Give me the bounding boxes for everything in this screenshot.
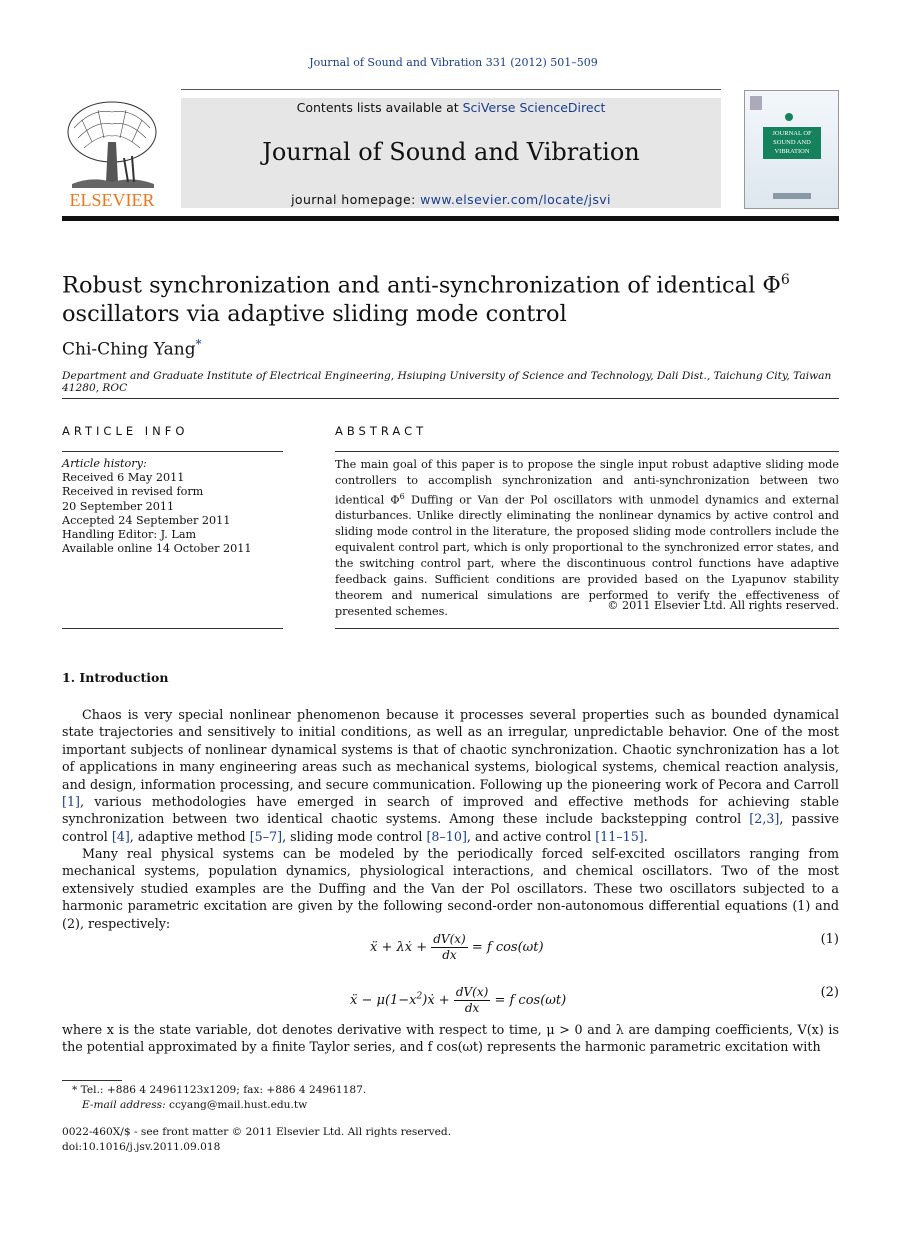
homepage-line xyxy=(181,192,721,207)
cover-title-block xyxy=(763,127,821,159)
elsevier-logo[interactable] xyxy=(62,98,162,210)
divider xyxy=(62,628,283,629)
fraction-denominator: dx xyxy=(464,1001,480,1015)
cover-title-line: VIBRATION xyxy=(774,148,810,155)
equation-number: (2) xyxy=(820,985,839,1000)
cover-emblem-icon xyxy=(785,113,793,121)
paragraph-text: . xyxy=(643,828,648,844)
title-line-2: oscillators via adaptive sliding mode control xyxy=(62,300,567,327)
cover-title-line: JOURNAL OF xyxy=(772,130,812,137)
equation-lhs: ẍ − μ(1−x xyxy=(350,993,417,1008)
divider xyxy=(335,451,839,452)
paragraph-text: , and active control xyxy=(466,828,596,844)
history-item: Received 6 May 2011 xyxy=(62,471,185,485)
divider xyxy=(62,398,839,399)
email-label: E-mail address: xyxy=(82,1099,166,1111)
equation-superscript: 2 xyxy=(416,991,423,1002)
paragraph-text: Chaos is very special nonlinear phenomenon because it processes several properties such as bounded dynamical state trajectories and sensitively to initial conditions, as well as an irregular, unpredictable behavior. One of the most important subjects of nonlinear dynamical systems is that of chaotic synchronization. Chaotic synchronization has a lot of applications in many engineering areas such as mechanical systems, biological systems, chemical reaction analysis, and design, information processing, and secure communication. Following up the pioneering work of Pecora and Carroll xyxy=(62,707,839,792)
intro-paragraph-2: Many real physical systems can be modeled by the periodically forced self-excited oscillators ranging from mechanical systems, population dynamics, physiological interactions, and chemical oscillators. Two of the most extensively studied examples are the Duffing and the Van der Pol oscillators. These two oscillators subjected to a harmonic parametric excitation are given by the following second-order non-autonomous differential equations (1) and (2), respectively: xyxy=(62,846,839,931)
article-history xyxy=(62,457,251,556)
author xyxy=(62,337,202,360)
abstract-part: Duffing or Van der Pol oscillators with unmodel dynamics and external disturbances. Unlike directly eliminating the nonlinear dynamics by active control and sliding mode control in the literature, the proposed sliding mode controllers include the equivalent control part, which is only proportional to the synchronized error states, and the switching control part, where the discontinuous control functions have adaptive feedback gains. Sufficient conditions are provided based on the Lyapunov stability theorem and numerical simulations are performed to verify the effectiveness of presented schemes. xyxy=(335,493,839,618)
doi[interactable]: doi:10.1016/j.jsv.2011.09.018 xyxy=(62,1141,221,1153)
publisher-logo-text: ELSEVIER xyxy=(69,190,155,210)
homepage-prefix: journal homepage: xyxy=(291,192,416,207)
cover-publisher-mark xyxy=(750,96,762,110)
history-item: Handling Editor: J. Lam xyxy=(62,528,197,542)
tree-icon xyxy=(62,98,162,210)
equation-lhs: ẍ + λẋ + xyxy=(370,940,428,955)
fraction-numerator: dV(x) xyxy=(455,985,489,999)
email-address[interactable]: ccyang@mail.hust.edu.tw xyxy=(169,1099,308,1111)
equation-rhs: = f cos(ωt) xyxy=(471,940,544,955)
equation-2-body xyxy=(350,985,566,1016)
divider xyxy=(335,628,839,629)
equation-number: (1) xyxy=(820,932,839,947)
citation-link[interactable]: [1] xyxy=(62,794,80,810)
abstract-part: The main goal of this paper is to propose the single input robust adaptive sliding mode controllers to accomplish synchronization and anti-synchronization between two identical Φ xyxy=(335,458,839,507)
journal-title: Journal of Sound and Vibration xyxy=(262,138,640,166)
title-superscript: 6 xyxy=(780,272,790,288)
contents-line xyxy=(181,100,721,115)
affiliation: Department and Graduate Institute of Electrical Engineering, Hsiuping University of Science and Technology, Dali Dist., Taichung City, Taiwan 41280, ROC xyxy=(62,370,832,394)
history-item: 20 September 2011 xyxy=(62,499,175,513)
citation-link[interactable]: [2,3] xyxy=(749,811,780,827)
equation-2 xyxy=(62,975,839,1015)
cover-title-line: SOUND AND xyxy=(773,139,811,146)
title-line-1: Robust synchronization and anti-synchronization of identical Φ xyxy=(62,272,781,299)
article-title xyxy=(62,266,842,328)
abstract-text xyxy=(335,457,839,620)
abstract-copyright: © 2011 Elsevier Ltd. All rights reserved. xyxy=(607,599,839,612)
paragraph-text: , adaptive method xyxy=(129,828,250,844)
history-label: Article history: xyxy=(62,457,147,470)
header-thick-rule xyxy=(62,216,839,221)
sciencedirect-link[interactable]: SciVerse ScienceDirect xyxy=(462,100,606,115)
history-item: Received in revised form xyxy=(62,485,204,499)
cover-footer-logo xyxy=(773,193,811,199)
paragraph-text: , passive control xyxy=(62,811,840,844)
equation-rhs: = f cos(ωt) xyxy=(494,993,567,1008)
footnote-contact: * Tel.: +886 4 24961123x1209; fax: +886 4 24961187. xyxy=(72,1084,367,1096)
paragraph-text: , sliding mode control xyxy=(282,828,427,844)
citation-link[interactable]: [4] xyxy=(111,828,130,844)
header-rule xyxy=(181,89,721,90)
divider xyxy=(62,451,283,452)
derivative-fraction xyxy=(431,932,467,963)
citation-link[interactable]: [11–15] xyxy=(595,828,644,844)
journal-reference[interactable]: Journal of Sound and Vibration 331 (2012) 501–509 xyxy=(309,56,598,69)
citation-link[interactable]: [8–10] xyxy=(426,828,467,844)
section-heading-introduction: 1. Introduction xyxy=(62,670,169,685)
abstract-heading: ABSTRACT xyxy=(335,424,428,438)
history-item: Available online 14 October 2011 xyxy=(62,542,252,556)
intro-paragraph-3: where x is the state variable, dot denotes derivative with respect to time, μ > 0 and λ are damping coefficients, V(x) is the potential approximated by a finite Taylor series, and f cos(ωt) represents the harmonic parametric excitation with xyxy=(62,1022,839,1055)
intro-paragraph-1 xyxy=(62,706,839,845)
citation-link[interactable]: [5–7] xyxy=(249,828,283,844)
paragraph-text: , various methodologies have emerged in search of improved and effective methods for achieving stable synchronization between two identical chaotic systems. Among these include backstepping control xyxy=(62,794,839,827)
derivative-fraction xyxy=(454,985,490,1016)
journal-cover-thumbnail[interactable] xyxy=(744,90,839,209)
footnote-email xyxy=(82,1099,307,1111)
author-footnote-mark[interactable]: * xyxy=(195,337,202,351)
homepage-link[interactable]: www.elsevier.com/locate/jsvi xyxy=(420,192,611,207)
author-name[interactable]: Chi-Ching Yang xyxy=(62,339,196,360)
abstract-superscript: 6 xyxy=(399,491,405,501)
article-info-heading: ARTICLE INFO xyxy=(62,424,189,438)
equation-1-body xyxy=(370,932,544,963)
fraction-numerator: dV(x) xyxy=(433,932,466,946)
equation-1 xyxy=(62,922,839,962)
footnote-rule xyxy=(62,1080,122,1081)
equation-middle: )ẋ + xyxy=(422,993,450,1008)
front-matter: 0022-460X/$ - see front matter © 2011 Elsevier Ltd. All rights reserved. xyxy=(62,1126,452,1138)
contents-prefix: Contents lists available at xyxy=(296,100,459,115)
fraction-denominator: dx xyxy=(442,948,457,962)
history-item: Accepted 24 September 2011 xyxy=(62,513,231,527)
